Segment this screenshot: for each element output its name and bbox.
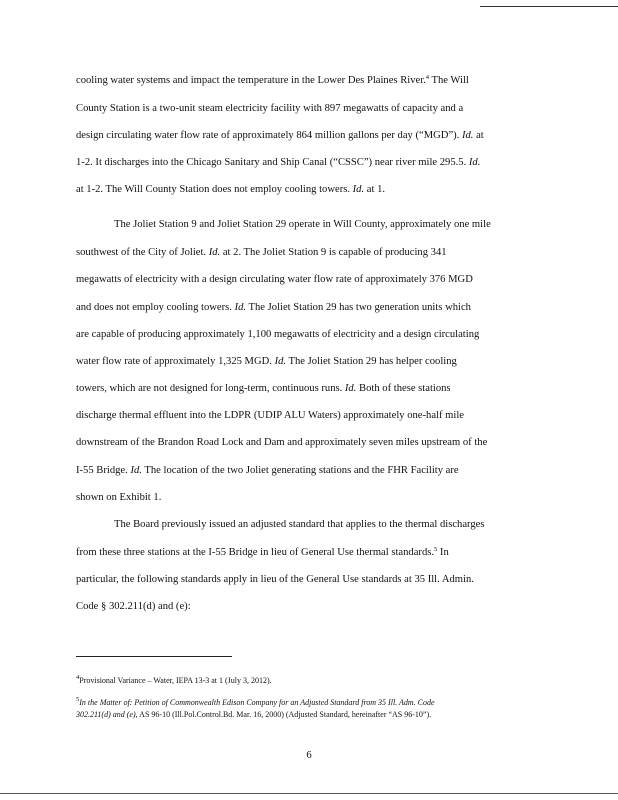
body-line: [76, 129, 484, 142]
line-text: design circulating water flow rate of approximately 864 million gallons per day (“MGD”).: [76, 130, 462, 141]
body-line: [76, 573, 474, 586]
line-text: at 2. The Joliet Station 9 is capable of producing 341: [220, 247, 447, 258]
line-text: water flow rate of approximately 1,325 MGD.: [76, 356, 275, 367]
body-line: [76, 436, 487, 449]
citation-id: Id.: [344, 383, 357, 394]
line-text: County Station is a two-unit steam electricity facility with 897 megawatts of capacity and a: [76, 103, 464, 114]
page-number: 6: [306, 750, 312, 761]
line-text: particular, the following standards apply in lieu of the General Use standards at 35 Ill. Admin.: [76, 574, 474, 585]
citation-id: Id.: [208, 247, 221, 258]
body-line: [114, 218, 491, 231]
line-text: I-55 Bridge.: [76, 465, 131, 476]
body-line: [76, 328, 479, 341]
top-rule: [480, 6, 618, 7]
body-line: [114, 518, 485, 531]
citation-id: Id.: [234, 302, 247, 313]
line-text: megawatts of electricity with a design circulating water flow rate of approximately 376 MGD: [76, 274, 473, 285]
body-line: [76, 156, 480, 169]
line-text: are capable of producing approximately 1,100 megawatts of electricity and a design circulating: [76, 329, 480, 340]
body-line: [76, 600, 191, 613]
body-line: [76, 246, 447, 259]
body-line: [76, 382, 451, 395]
body-line: [76, 546, 449, 559]
line-text: at 1-2. The Will County Station does not employ cooling towers.: [76, 184, 353, 195]
footnote-4: [76, 676, 272, 686]
footnote-5-case-title: In the Matter of: Petition of Commonwealth Edison Company for an Adjusted Standard from 35 Ill. Adm. Code: [79, 698, 435, 707]
line-text: cooling water systems and impact the temperature in the Lower Des Plaines River.: [76, 75, 426, 86]
line-text: discharge thermal effluent into the LDPR (UDIP ALU Waters) approximately one-half mile: [76, 410, 464, 421]
bottom-rule: [0, 793, 618, 794]
line-text: In: [437, 547, 449, 558]
footnote-separator: [76, 656, 232, 657]
footnote-5-citation: AS 96-10 (Ill.Pol.Control.Bd. Mar. 16, 2000) (Adjusted Standard, hereinafter “AS 96-10”).: [137, 710, 432, 719]
footnote-4-text: Provisional Variance – Water, IEPA 13-3 at 1 (July 3, 2012).: [79, 676, 272, 685]
line-text: The Joliet Station 9 and Joliet Station 29 operate in Will County, approximately one mile: [114, 219, 491, 230]
citation-id: Id.: [352, 184, 365, 195]
body-line: [76, 491, 161, 504]
line-text: from these three stations at the I-55 Bridge in lieu of General Use thermal standards.: [76, 547, 435, 558]
footnote-ref: 4: [425, 74, 430, 81]
body-line: [76, 409, 464, 422]
body-line: [76, 355, 457, 368]
line-text: downstream of the Brandon Road Lock and Dam and approximately seven miles upstream of the: [76, 437, 488, 448]
line-text: The Joliet Station 29 has two generation units which: [246, 302, 471, 313]
footnote-5-section: 302.211(d) and (e),: [76, 710, 138, 719]
footnote-5: [76, 698, 435, 708]
line-text: The Board previously issued an adjusted standard that applies to the thermal discharges: [114, 519, 485, 530]
footnote-4-number: 4: [76, 674, 80, 681]
footnote-5-cont: [76, 710, 431, 720]
line-text: Both of these stations: [356, 383, 451, 394]
body-line: [76, 74, 469, 87]
line-text: towers, which are not designed for long-term, continuous runs.: [76, 383, 345, 394]
body-line: [76, 301, 471, 314]
footnote-5-number: 5: [76, 696, 80, 703]
citation-id: Id.: [130, 465, 142, 476]
body-line: [76, 273, 473, 286]
line-text: The Joliet Station 29 has helper cooling: [286, 356, 457, 367]
line-text: shown on Exhibit 1.: [76, 492, 162, 503]
citation-id: Id.: [468, 157, 481, 168]
body-line: [76, 102, 463, 115]
footnote-ref: 5: [434, 546, 438, 553]
citation-id: Id.: [274, 356, 287, 367]
line-text: Code § 302.211(d) and (e):: [76, 601, 191, 612]
line-text: The Will: [429, 75, 469, 86]
line-text: at 1.: [364, 184, 386, 195]
citation-id: Id.: [461, 130, 474, 141]
line-text: The location of the two Joliet generating stations and the FHR Facility are: [141, 465, 459, 476]
line-text: southwest of the City of Joliet.: [76, 247, 209, 258]
body-line: [76, 464, 459, 477]
line-text: at: [473, 130, 484, 141]
line-text: 1-2. It discharges into the Chicago Sanitary and Ship Canal (“CSSC”) near river mile 295.5.: [76, 157, 469, 168]
line-text: and does not employ cooling towers.: [76, 302, 235, 313]
body-line: [76, 183, 385, 196]
